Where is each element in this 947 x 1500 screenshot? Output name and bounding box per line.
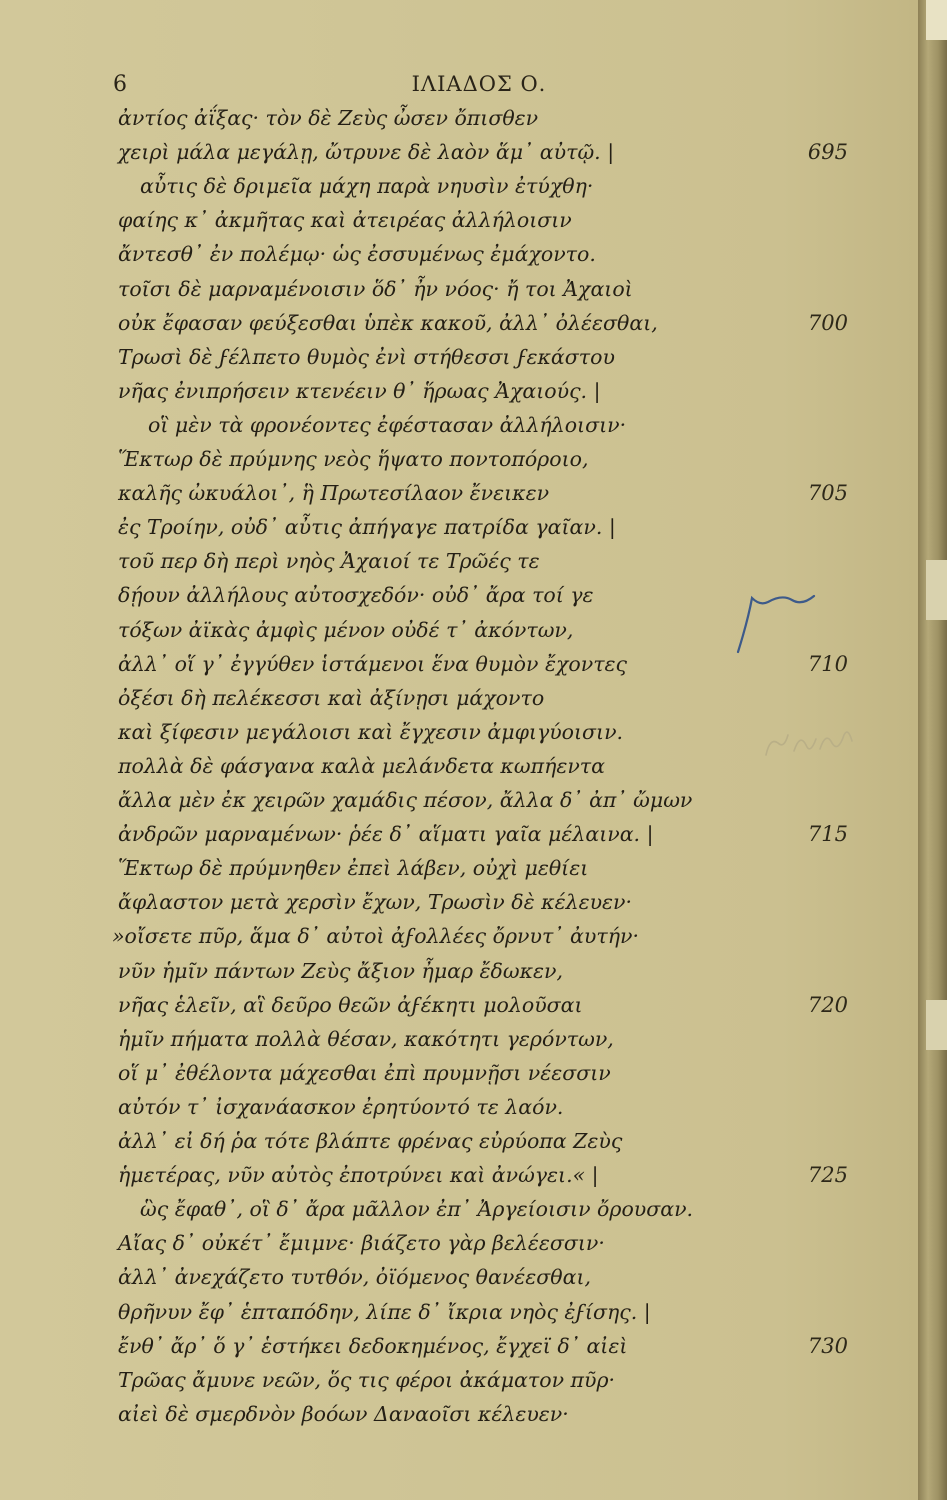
verse-line bbox=[0, 106, 918, 140]
verse-text: ἡμετέρας, νῦν αὐτὸς ἐποτρύνει καὶ ἀνώγει.« | bbox=[118, 1163, 599, 1188]
verse-text: θρῆνυν ἔφ᾽ ἑπταπόδην, λίπε δ᾽ ἴκρια νηὸς ἐϝίσης. | bbox=[118, 1299, 651, 1324]
verse-line bbox=[0, 1129, 918, 1163]
verse-text: Αἴας δ᾽ οὐκέτ᾽ ἔμιμνε· βιάζετο γὰρ βελέεσσιν· bbox=[118, 1231, 605, 1256]
verse-line bbox=[0, 174, 918, 208]
verse-text: Ἕκτωρ δὲ πρύμνης νεὸς ἥψατο ποντοπόροιο, bbox=[118, 447, 589, 471]
verse-text: τοῖσι δὲ μαρναμένοισιν ὅδ᾽ ἦν νόος· ἤ τοι Ἀχαιοὶ bbox=[118, 276, 633, 301]
verse-text: χειρὶ μάλα μεγάλῃ, ὤτρυνε δὲ λαὸν ἅμ᾽ αὐτῷ. | bbox=[118, 140, 615, 165]
verse-line bbox=[0, 1197, 918, 1231]
verse-line bbox=[0, 822, 918, 856]
book-spine bbox=[918, 0, 947, 1500]
verse-line bbox=[0, 345, 918, 379]
verse-line bbox=[0, 1027, 918, 1061]
verse-line bbox=[0, 447, 918, 481]
verse-text: αὖτις δὲ δριμεῖα μάχη παρὰ νηυσὶν ἐτύχθη· bbox=[140, 174, 594, 199]
verse-text: ἀλλ᾽ ἀνεχάζετο τυτθόν, ὀϊόμενος θανέεσθαι, bbox=[118, 1265, 592, 1290]
verse-text: νῦν ἡμῖν πάντων Ζεὺς ἄξιον ἦμαρ ἔδωκεν, bbox=[118, 958, 564, 983]
verse-line bbox=[0, 959, 918, 993]
verse-line bbox=[0, 379, 918, 413]
page-edge-tab bbox=[926, 0, 947, 40]
verse-text: οὐκ ἔφασαν φεύξεσθαι ὑπὲκ κακοῦ, ἀλλ᾽ ὀλέεσθαι, bbox=[118, 310, 658, 335]
verse-line bbox=[0, 140, 918, 174]
verse-text: ἔνθ᾽ ἄρ᾽ ὅ γ᾽ ἑστήκει δεδοκημένος, ἔγχεϊ δ᾽ αἰεὶ bbox=[118, 1333, 628, 1358]
page-number: 6 bbox=[113, 72, 127, 97]
line-number: 720 bbox=[807, 992, 848, 1017]
verse-text: νῆας ἐνιπρήσειν κτενέειν θ᾽ ἥρωας Ἀχαιούς. | bbox=[118, 378, 601, 403]
verse-text: τόξων ἀϊκὰς ἀμφὶς μένον οὐδέ τ᾽ ἀκόντων, bbox=[118, 617, 574, 642]
verse-line bbox=[0, 856, 918, 890]
verse-line bbox=[0, 413, 918, 447]
verse-text: καὶ ξίφεσιν μεγάλοισι καὶ ἔγχεσιν ἀμφιγύοισιν. bbox=[118, 719, 624, 744]
verse-text: πολλὰ δὲ φάσγανα καλὰ μελάνδετα κωπήεντα bbox=[118, 753, 605, 778]
verse-text: Ἕκτωρ δὲ πρύμνηθεν ἐπεὶ λάβεν, οὐχὶ μεθίει bbox=[118, 856, 589, 881]
verse-line bbox=[0, 277, 918, 311]
verse-line bbox=[0, 924, 918, 958]
verse-text: αἰεὶ δὲ σμερδνὸν βοόων Δαναοῖσι κέλευεν· bbox=[118, 1401, 569, 1426]
pencil-marginal-note bbox=[760, 715, 860, 765]
line-number: 710 bbox=[807, 651, 848, 676]
verse-text: τοῦ περ δὴ περὶ νηὸς Ἀχαιοί τε Τρῶές τε bbox=[118, 549, 540, 574]
verse-line bbox=[0, 1368, 918, 1402]
verse-line bbox=[0, 242, 918, 276]
verse-line bbox=[0, 1402, 918, 1436]
verse-text: ἐς Τροίην, οὐδ᾽ αὖτις ἀπήγαγε πατρίδα γαῖαν. | bbox=[118, 515, 616, 540]
verse-text: Τρῶας ἄμυνε νεῶν, ὅς τις φέροι ἀκάματον πῦρ· bbox=[118, 1367, 616, 1392]
verse-text: ὀξέσι δὴ πελέκεσσι καὶ ἀξίνῃσι μάχοντο bbox=[118, 685, 545, 710]
page-header bbox=[0, 72, 918, 102]
verse-line bbox=[0, 549, 918, 583]
verse-text: ἄντεσθ᾽ ἐν πολέμῳ· ὡς ἐσσυμένως ἐμάχοντο. bbox=[118, 242, 596, 267]
verse-text: ἀνδρῶν μαρναμένων· ῥέε δ᾽ αἵματι γαῖα μέλαινα. | bbox=[118, 822, 654, 847]
verse-line bbox=[0, 1231, 918, 1265]
line-number: 700 bbox=[807, 310, 848, 335]
verse-text: Τρωσὶ δὲ ϝέλπετο θυμὸς ἐνὶ στήθεσσι ϝεκάστου bbox=[118, 344, 615, 369]
verse-line bbox=[0, 890, 918, 924]
verse-text: »οἴσετε πῦρ, ἅμα δ᾽ αὐτοὶ ἀϝολλέες ὄρνυτ᾽ ἀυτήν· bbox=[112, 924, 639, 949]
verse-text: ἄφλαστον μετὰ χερσὶν ἔχων, Τρωσὶν δὲ κέλευεν· bbox=[118, 890, 633, 915]
verse-text: φαίης κ᾽ ἀκμῆτας καὶ ἀτειρέας ἀλλήλοισιν bbox=[118, 208, 572, 233]
verse-line bbox=[0, 788, 918, 822]
verse-line bbox=[0, 1334, 918, 1368]
line-number: 705 bbox=[807, 481, 848, 506]
verse-text: ἡμῖν πήματα πολλὰ θέσαν, κακότητι γερόντων, bbox=[118, 1026, 614, 1051]
verse-text: καλῆς ὠκυάλοι᾽, ἣ Πρωτεσίλαον ἔνεικεν bbox=[118, 481, 550, 506]
running-title: ΙΛΙΑΔΟΣ Ο. bbox=[411, 72, 547, 96]
line-number: 730 bbox=[807, 1333, 848, 1358]
line-number: 725 bbox=[807, 1163, 848, 1188]
verse-text: ἄλλα μὲν ἐκ χειρῶν χαμάδις πέσον, ἄλλα δ᾽ ἀπ᾽ ὤμων bbox=[118, 788, 693, 812]
verse-text: οἳ μὲν τὰ φρονέοντες ἐφέστασαν ἀλλήλοισιν· bbox=[148, 412, 627, 437]
verse-text: ἀλλ᾽ οἵ γ᾽ ἐγγύθεν ἱστάμενοι ἕνα θυμὸν ἔχοντες bbox=[118, 651, 628, 676]
verse-line bbox=[0, 1163, 918, 1197]
verse-line bbox=[0, 993, 918, 1027]
line-number: 715 bbox=[807, 822, 848, 847]
verse-text: ἀλλ᾽ εἰ δή ῥα τότε βλάπτε φρένας εὐρύοπα Ζεὺς bbox=[118, 1129, 623, 1153]
verse-text: δῄουν ἀλλήλους αὐτοσχεδόν· οὐδ᾽ ἄρα τοί γε bbox=[118, 583, 594, 608]
verse-line bbox=[0, 208, 918, 242]
verse-text: ἀντίος ἀΐξας· τὸν δὲ Ζεὺς ὦσεν ὄπισθεν bbox=[118, 106, 539, 130]
verse-line bbox=[0, 1300, 918, 1334]
verse-line bbox=[0, 311, 918, 345]
verse-text: οἵ μ᾽ ἐθέλοντα μάχεσθαι ἐπὶ πρυμνῇσι νέεσσιν bbox=[118, 1060, 611, 1085]
verse-text: αὐτόν τ᾽ ἰσχανάασκον ἐρητύοντό τε λαόν. bbox=[118, 1094, 564, 1119]
verse-text: ὣς ἔφαθ᾽, οἳ δ᾽ ἄρα μᾶλλον ἐπ᾽ Ἀργείοισιν ὄρουσαν. bbox=[140, 1197, 694, 1222]
verse-line bbox=[0, 1265, 918, 1299]
page-edge-tab bbox=[926, 560, 947, 620]
line-number: 695 bbox=[807, 140, 848, 165]
verse-text: νῆας ἑλεῖν, αἳ δεῦρο θεῶν ἀϝέκητι μολοῦσαι bbox=[118, 992, 583, 1017]
verse-line bbox=[0, 1061, 918, 1095]
verse-line bbox=[0, 481, 918, 515]
verse-line bbox=[0, 1095, 918, 1129]
pencil-check-mark bbox=[730, 580, 840, 660]
page-edge-tab bbox=[926, 1000, 947, 1050]
verse-line bbox=[0, 515, 918, 549]
